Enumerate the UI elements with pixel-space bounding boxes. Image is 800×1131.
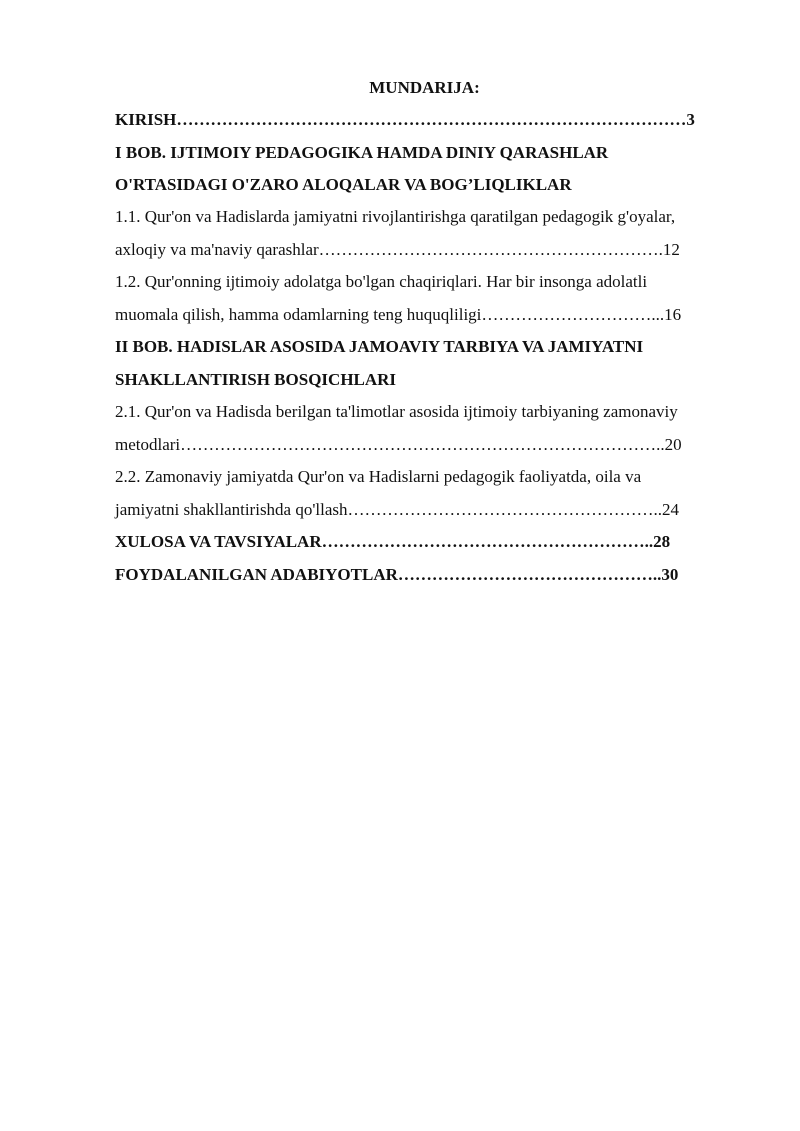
toc-section-2-1-line-1: 2.1. Qur'on va Hadisda berilgan ta'limotlar asosida ijtimoiy tarbiyaning zamonaviy xyxy=(115,402,678,421)
toc-entry-kirish: KIRISH………………………………………………………………………………3 xyxy=(115,110,695,129)
toc-section-1-2-line-2: muomala qilish, hamma odamlarning teng huquqliligi…………………………...16 xyxy=(115,305,682,324)
toc-entry-adabiyotlar: FOYDALANILGAN ADABIYOTLAR………………………………………..30 xyxy=(115,565,679,584)
toc-section-1-1-line-2: axloqiy va ma'naviy qarashlar…………………………………………………….12 xyxy=(115,240,680,259)
toc-section-2-2-line-1: 2.2. Zamonaviy jamiyatda Qur'on va Hadislarni pedagogik faoliyatda, oila va xyxy=(115,467,642,486)
toc-heading: MUNDARIJA: xyxy=(369,78,480,97)
toc-section-2-2-line-2: jamiyatni shakllantirishda qo'llash………………………………………………..24 xyxy=(115,500,680,519)
toc-chapter-1-title-line-2: O'RTASIDAGI O'ZARO ALOQALAR VA BOG’LIQLIKLAR xyxy=(115,175,572,194)
toc-section-1-1-line-1: 1.1. Qur'on va Hadislarda jamiyatni rivojlantirishga qaratilgan pedagogik g'oyalar, xyxy=(115,207,676,226)
toc-chapter-2-title-line-2: SHAKLLANTIRISH BOSQICHLARI xyxy=(115,370,397,389)
toc-entry-xulosa: XULOSA VA TAVSIYALAR…………………………………………………..28 xyxy=(115,532,671,551)
toc-chapter-1-title-line-1: I BOB. IJTIMOIY PEDAGOGIKA HAMDA DINIY QARASHLAR xyxy=(115,143,609,162)
toc-chapter-2-title-line-1: II BOB. HADISLAR ASOSIDA JAMOAVIY TARBIYA VA JAMIYATNI xyxy=(115,337,644,356)
toc-section-2-1-line-2: metodlari…………………………………………………………………………..20 xyxy=(115,435,682,454)
toc-section-1-2-line-1: 1.2. Qur'onning ijtimoiy adolatga bo'lgan chaqiriqlari. Har bir insonga adolatli xyxy=(115,272,648,291)
